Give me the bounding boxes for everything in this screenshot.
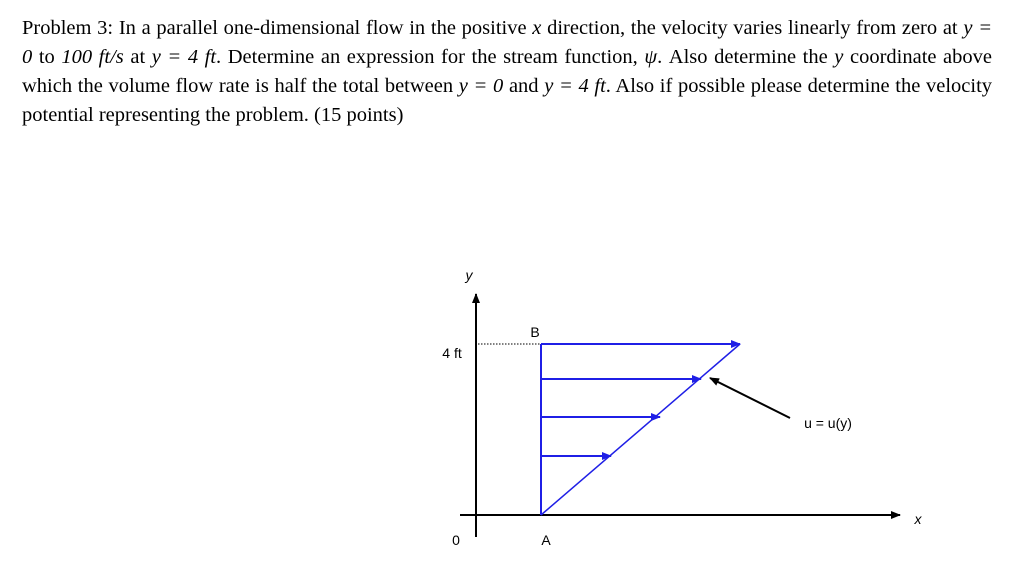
origin-label: 0 [452, 532, 460, 548]
also-text: . Also determine the [657, 46, 828, 68]
profile-pointer-arrow [710, 378, 790, 418]
y-variable: y [151, 46, 161, 68]
y-variable: y [963, 17, 973, 39]
x-axis-label: x [914, 511, 922, 527]
and-text: and [508, 75, 539, 97]
max-velocity: 100 ft/s [61, 46, 124, 68]
y-variable: y [834, 46, 844, 68]
velocity-profile-line [541, 344, 740, 515]
y-zero: = 0 [22, 17, 993, 68]
y-height: = 4 ft [167, 46, 217, 68]
problem-direction-text: direction, the velocity varies linearly from zero at [547, 17, 958, 39]
velocity-function-label: u = u(y) [804, 415, 852, 431]
x-variable: x [532, 17, 542, 39]
problem-lead: Problem 3: In a parallel one-dimensional flow in the positive [22, 17, 527, 39]
height-label: 4 ft [442, 345, 462, 361]
y-zero: = 0 [473, 75, 504, 97]
psi-symbol: ψ [644, 46, 658, 68]
y-height: = 4 ft [558, 75, 606, 97]
problem-tail: . Also if possible please determine the velocity potential representing the problem. (15 points) [22, 75, 993, 126]
coordinate-text: coordinate above which the volume flow rate is half the total between [22, 46, 993, 97]
point-b-label: B [530, 324, 540, 340]
y-variable: y [458, 75, 468, 97]
point-a-label: A [541, 532, 551, 548]
stream-function-text: . Determine an expression for the stream function, [216, 46, 638, 68]
at-text: at [130, 46, 146, 68]
y-axis-label: y [465, 267, 473, 283]
to-text: to [38, 46, 55, 68]
y-variable: y [544, 75, 554, 97]
